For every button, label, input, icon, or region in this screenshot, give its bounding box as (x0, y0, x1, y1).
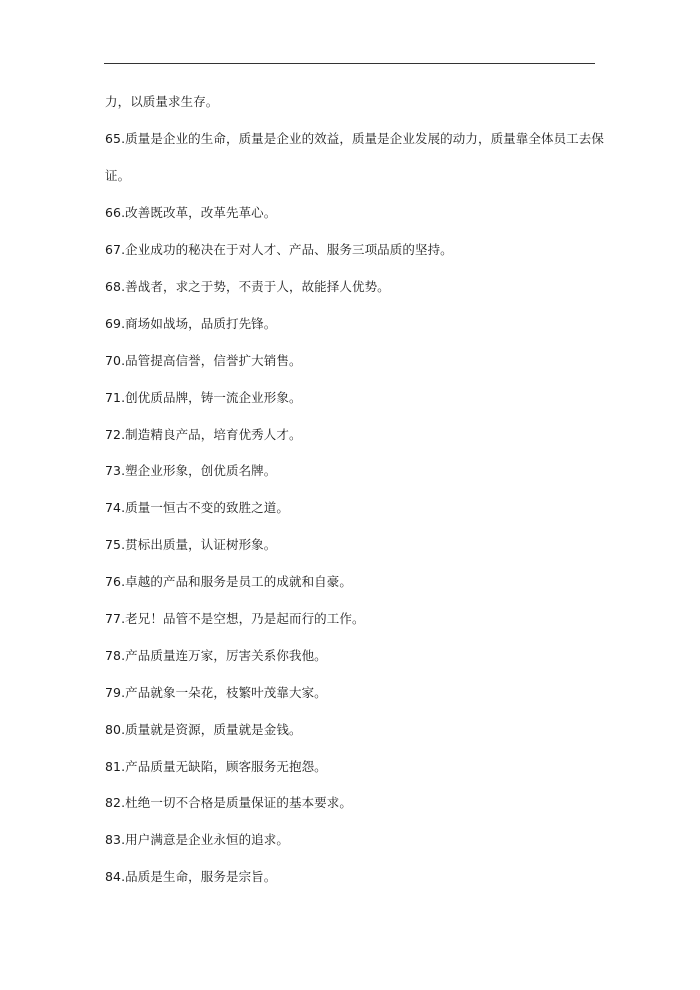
text-line: 证。 (105, 168, 131, 183)
text-line: 79.产品就象一朵花，枝繁叶茂靠大家。 (105, 685, 327, 700)
text-line: 69.商场如战场，品质打先锋。 (105, 316, 277, 331)
text-line: 73.塑企业形象，创优质名牌。 (105, 463, 277, 478)
text-line: 82.杜绝一切不合格是质量保证的基本要求。 (105, 795, 352, 810)
text-line: 80.质量就是资源，质量就是金钱。 (105, 722, 302, 737)
text-line: 65.质量是企业的生命，质量是企业的效益，质量是企业发展的动力，质量靠全体员工去保 (105, 131, 604, 146)
text-line: 81.产品质量无缺陷，顾客服务无抱怨。 (105, 759, 327, 774)
text-line: 71.创优质品牌，铸一流企业形象。 (105, 390, 302, 405)
text-line: 83.用户满意是企业永恒的追求。 (105, 832, 289, 847)
text-line: 75.贯标出质量，认证树形象。 (105, 537, 277, 552)
text-line: 74.质量一恒古不变的致胜之道。 (105, 500, 289, 515)
text-line: 72.制造精良产品，培育优秀人才。 (105, 427, 302, 442)
text-line: 力，以质量求生存。 (105, 94, 219, 109)
text-line: 78.产品质量连万家，厉害关系你我他。 (105, 648, 327, 663)
text-line: 77.老兄！品管不是空想，乃是起而行的工作。 (105, 611, 365, 626)
text-line: 66.改善既改革，改革先革心。 (105, 205, 277, 220)
header-rule (104, 63, 595, 64)
text-line: 76.卓越的产品和服务是员工的成就和自豪。 (105, 574, 352, 589)
text-line: 67.企业成功的秘决在于对人才、产品、服务三项品质的坚持。 (105, 242, 453, 257)
text-line: 70.品管提高信誉，信誉扩大销售。 (105, 353, 302, 368)
text-line: 84.品质是生命，服务是宗旨。 (105, 869, 277, 884)
text-line: 68.善战者，求之于势，不责于人，故能择人优势。 (105, 279, 390, 294)
